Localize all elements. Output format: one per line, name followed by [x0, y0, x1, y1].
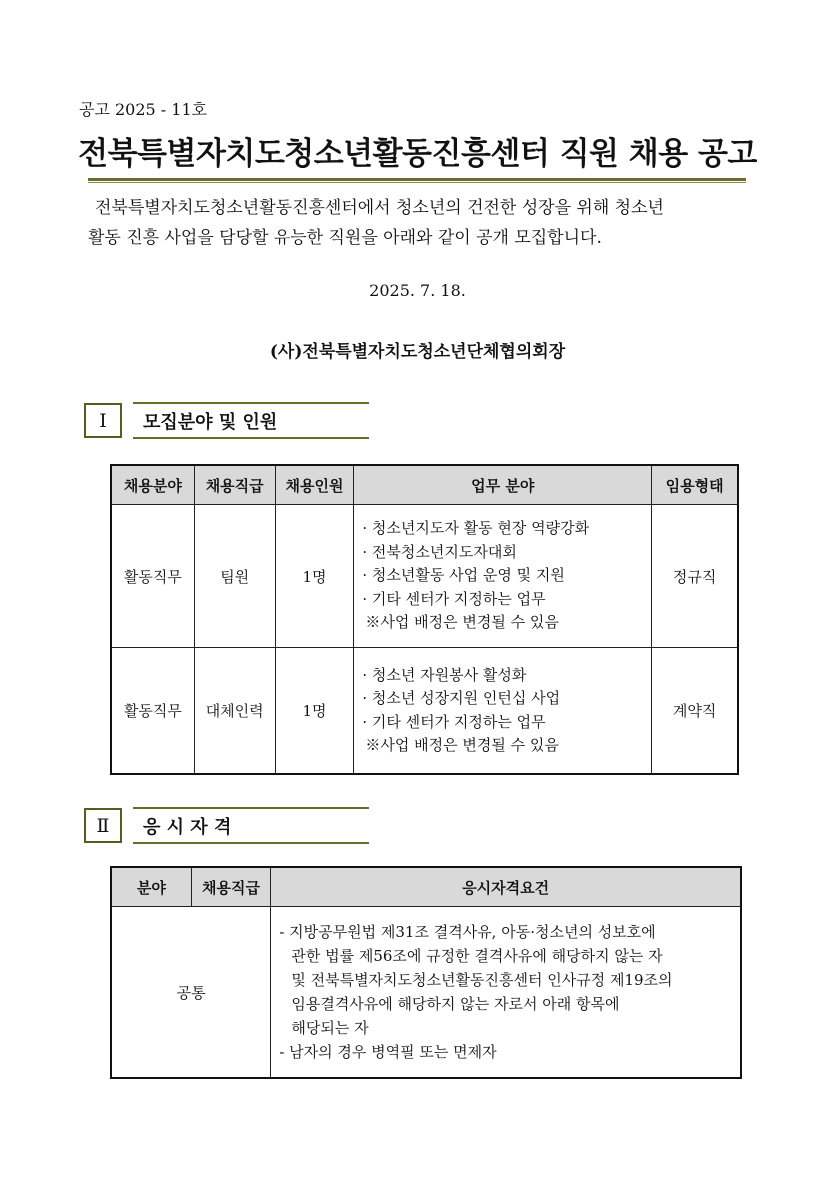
qualification-table	[111, 867, 741, 1078]
organization-name: (사)전북특별자치도청소년단체협의회장	[269, 342, 566, 362]
duty-item: · 청소년 성장지원 인턴십 사업	[362, 689, 561, 707]
table-row	[112, 505, 738, 648]
field-cell: 공통	[112, 907, 271, 1078]
rank-cell: 팀원	[194, 505, 275, 648]
duties-cell	[354, 505, 652, 648]
column-header: 업무 분야	[354, 466, 652, 505]
column-header: 채용인원	[275, 466, 354, 505]
notice-number: 공고 2025 - 11호	[79, 100, 208, 119]
section-rule-top	[133, 807, 369, 809]
section-title: 모집분야 및 인원	[143, 412, 278, 433]
section-rule-bottom	[133, 437, 369, 439]
section-number: Ⅱ	[96, 814, 110, 837]
table-row	[112, 907, 741, 1078]
section-rule-top	[133, 402, 369, 404]
table-row	[112, 648, 738, 774]
duty-item: · 청소년활동 사업 운영 및 지원	[362, 566, 565, 585]
intro-paragraph	[88, 193, 755, 253]
section-number-box	[84, 808, 122, 843]
announcement-date: 2025. 7. 18.	[369, 281, 466, 300]
duty-note: ※사업 배정은 변경될 수 있음	[365, 736, 559, 754]
requirement-line: - 지방공무원법 제31조 결격사유, 아동·청소년의 성보호에	[279, 923, 656, 941]
section-number-box	[84, 403, 122, 438]
intro-line: 활동 진흥 사업을 담당할 유능한 직원을 아래와 같이 공개 모집합니다.	[88, 228, 602, 248]
table-header-row	[112, 868, 741, 907]
duty-item: · 전북청소년지도자대회	[362, 542, 517, 561]
section-number: Ⅰ	[99, 409, 107, 432]
page-title: 전북특별자치도청소년활동진흥센터 직원 채용 공고	[78, 136, 757, 172]
requirement-line: 임용결격사유에 해당하지 않는 자로서 아래 항목에	[291, 995, 620, 1013]
requirement-line: - 남자의 경우 병역필 또는 면제자	[279, 1043, 497, 1061]
recruitment-table	[111, 465, 738, 774]
requirement-line: 및 전북특별자치도청소년활동진흥센터 인사규정 제19조의	[291, 971, 673, 989]
column-header: 채용직급	[191, 868, 271, 907]
table-header-row	[112, 466, 738, 505]
column-header: 분야	[112, 868, 192, 907]
title-divider-thin	[88, 182, 746, 183]
type-cell: 계약직	[652, 648, 738, 774]
requirements-cell	[271, 907, 741, 1078]
type-cell: 정규직	[652, 505, 738, 648]
count-cell: 1명	[275, 648, 354, 774]
column-header: 채용직급	[194, 466, 275, 505]
section-title: 응 시 자 격	[143, 817, 232, 838]
requirement-line: 관한 법률 제56조에 규정한 결격사유에 해당하지 않는 자	[291, 947, 663, 965]
field-cell: 활동직무	[112, 648, 195, 774]
duty-item: · 기타 센터가 지정하는 업무	[362, 589, 546, 608]
intro-line: 전북특별자치도청소년활동진흥센터에서 청소년의 건전한 성장을 위해 청소년	[95, 198, 664, 218]
duty-item: · 기타 센터가 지정하는 업무	[362, 712, 546, 731]
column-header: 응시자격요건	[271, 868, 741, 907]
requirement-line: 해당되는 자	[291, 1019, 369, 1037]
duty-note: ※사업 배정은 변경될 수 있음	[365, 613, 559, 632]
column-header: 임용형태	[652, 466, 738, 505]
duties-cell	[354, 648, 652, 774]
field-cell: 활동직무	[112, 505, 195, 648]
duty-item: · 청소년 자원봉사 활성화	[362, 665, 527, 684]
duty-item: · 청소년지도자 활동 현장 역량강화	[362, 519, 590, 538]
section-rule-bottom	[133, 842, 369, 844]
title-divider	[88, 178, 746, 181]
count-cell: 1명	[275, 505, 354, 648]
column-header: 채용분야	[112, 466, 195, 505]
rank-cell: 대체인력	[194, 648, 275, 774]
